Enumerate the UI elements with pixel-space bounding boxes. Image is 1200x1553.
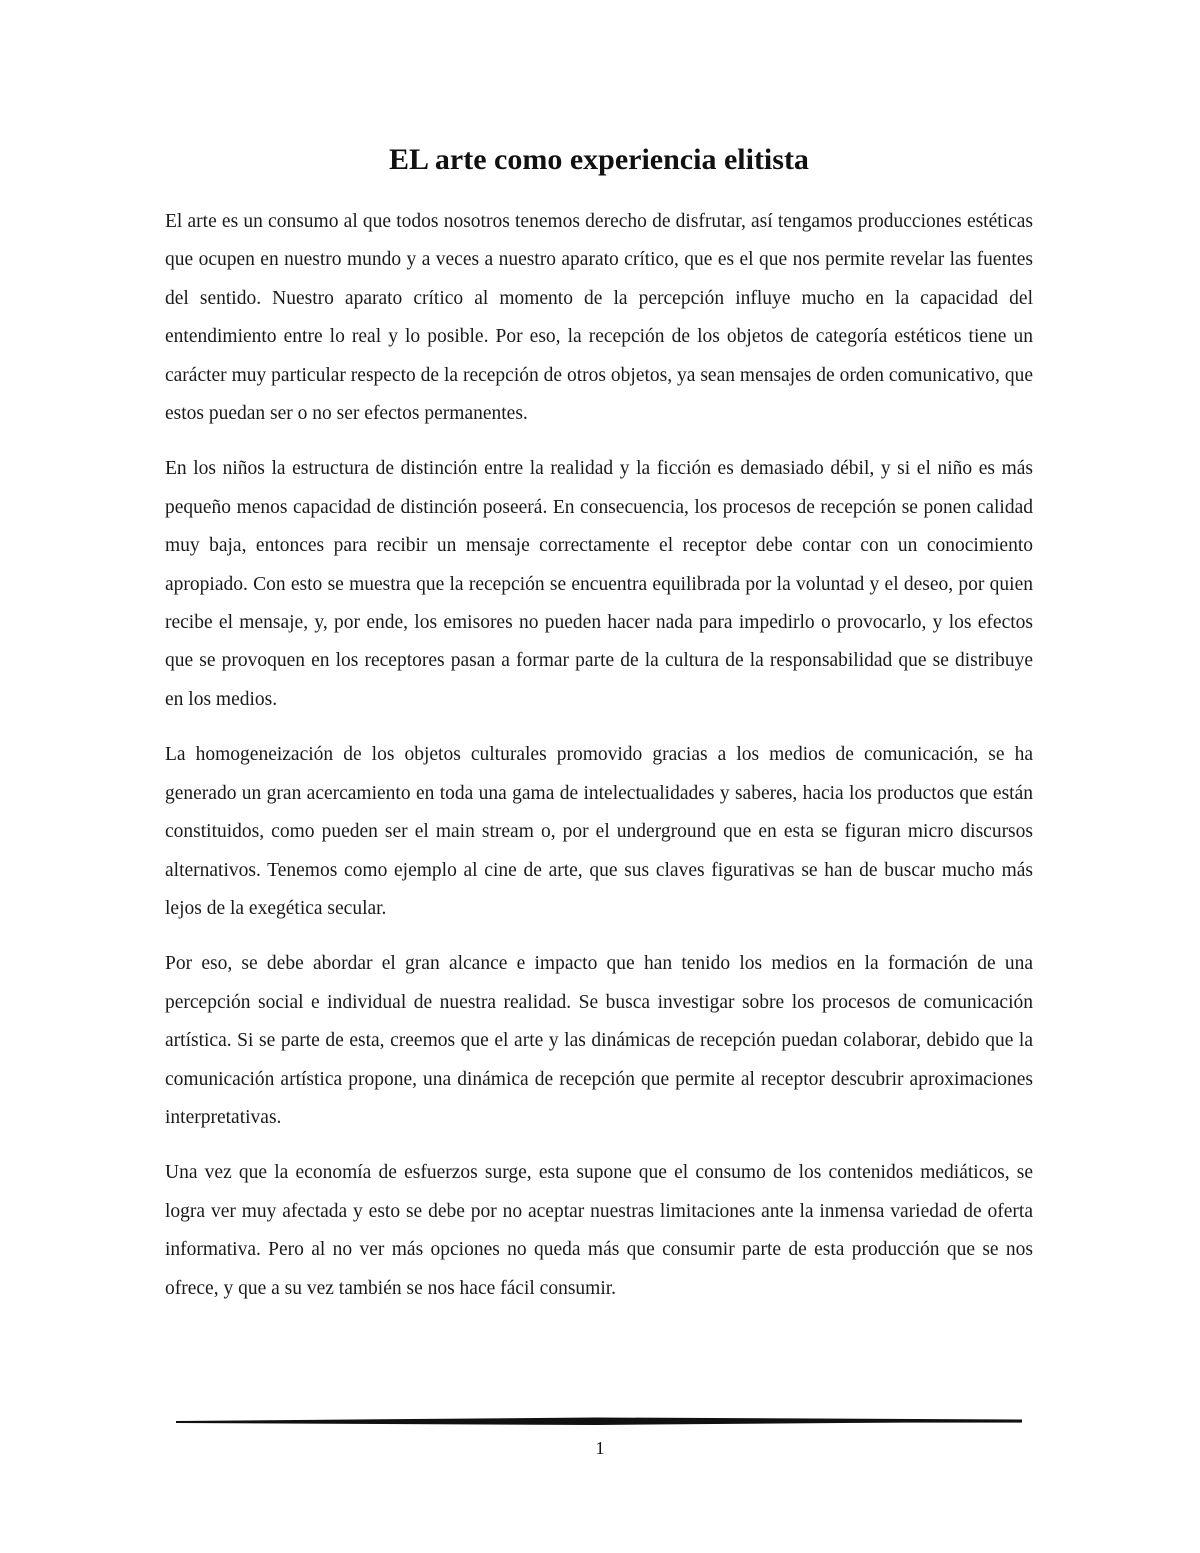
paragraph-5: Una vez que la economía de esfuerzos surge, esta supone que el consumo de los contenidos mediáticos, se logra ver muy afectada y esto se debe por no aceptar nuestras limitaciones ante la inmensa variedad de oferta informativa. Pero al no ver más opciones no queda más que consumir parte de esta producción que se nos ofrece, y que a su vez también se nos hace fácil consumir. (165, 1162, 1033, 1299)
document-title: EL arte como experiencia elitista (389, 143, 809, 176)
paragraph-2: En los niños la estructura de distinción entre la realidad y la ficción es demasiado débil, y si el niño es más pequeño menos capacidad de distinción poseerá. En consecuencia, los procesos de recepción se ponen calidad muy baja, entonces para recibir un mensaje correctamente el receptor debe contar con un conocimiento apropiado. Con esto se muestra que la recepción se encuentra equilibrada por la voluntad y el deseo, por quien recibe el mensaje, y, por ende, los emisores no pueden hacer nada para impedirlo o provocarlo, y los efectos que se provoquen en los receptores pasan a formar parte de la cultura de la responsabilidad que se distribuye en los medios. (165, 458, 1033, 710)
document-body (165, 203, 1033, 1325)
paragraph-3: La homogeneización de los objetos culturales promovido gracias a los medios de comunicación, se ha generado un gran acercamiento en toda una gama de intelectualidades y saberes, hacia los productos que están constituidos, como pueden ser el main stream o, por el underground que en esta se figuran micro discursos alternativos. Tenemos como ejemplo al cine de arte, que sus claves figurativas se han de buscar mucho más lejos de la exegética secular. (165, 744, 1033, 919)
page-number: 1 (595, 1438, 605, 1458)
paragraph-4: Por eso, se debe abordar el gran alcance e impacto que han tenido los medios en la formación de una percepción social e individual de nuestra realidad. Se busca investigar sobre los procesos de comunicación artística. Si se parte de esta, creemos que el arte y las dinámicas de recepción puedan colaborar, debido que la comunicación artística propone, una dinámica de recepción que permite al receptor descubrir aproximaciones interpretativas. (165, 953, 1033, 1128)
paragraph-1: El arte es un consumo al que todos nosotros tenemos derecho de disfrutar, así tengamos producciones estéticas que ocupen en nuestro mundo y a veces a nuestro aparato crítico, que es el que nos permite revelar las fuentes del sentido. Nuestro aparato crítico al momento de la percepción influye mucho en la capacidad del entendimiento entre lo real y lo posible. Por eso, la recepción de los objetos de categoría estéticos tiene un carácter muy particular respecto de la recepción de otros objetos, ya sean mensajes de orden comunicativo, que estos puedan ser o no ser efectos permanentes. (165, 211, 1033, 425)
footer-divider (176, 1414, 1022, 1430)
